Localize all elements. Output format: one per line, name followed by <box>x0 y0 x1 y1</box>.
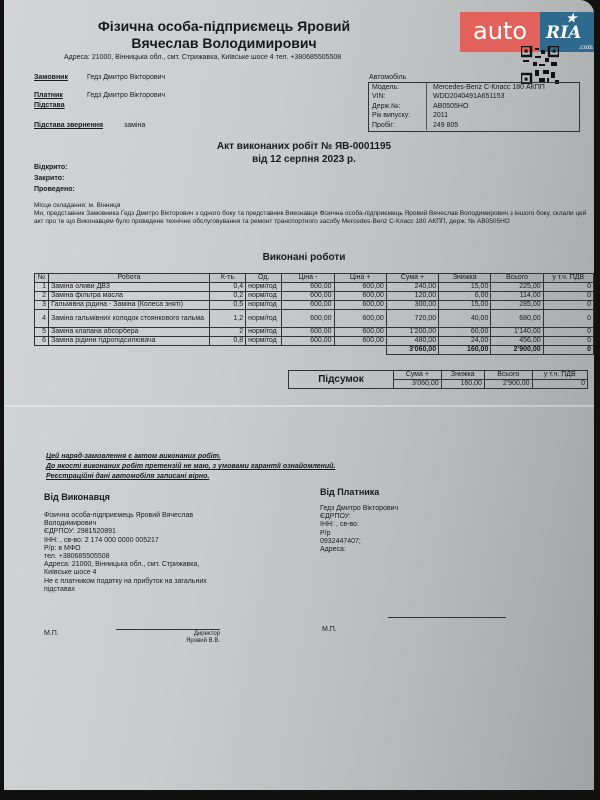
executor-sign-name: Яровий В.В. <box>186 638 220 644</box>
table-row: 3 Гальмівна рідина - Заміна (Колеса зняті) 0,5 норм/год 600,00 600,00 300,00 15,00 285,00 0 <box>35 301 594 310</box>
total-amount: 2'900,00 <box>491 346 543 355</box>
car-row-vin: VIN: WDD2040491A651153 <box>369 92 579 101</box>
works-title: Виконані роботи <box>262 252 346 263</box>
summary-discount: 160,00 <box>441 380 484 389</box>
car-row-year: Рік випуску: 2011 <box>369 111 579 120</box>
car-caption: Автомобіль <box>369 74 407 81</box>
logo-auto: auto <box>460 12 540 52</box>
table-row: 4 Заміна гальмівних колодок стоянкового гальма 1,2 норм/год 600,00 600,00 720,00 40,00 680,00 0 <box>35 310 594 328</box>
works-header-row: № Робота К-ть Од. Ціна - Ціна + Сума + Знижка Всього у т.ч. ПДВ <box>35 274 594 283</box>
payer-details: Гедз Дмитро Вікторович ЄДРПОУ: ІНН: , св-во: Р/р 0932447407; Адреса: <box>320 505 399 554</box>
star-icon: ★ <box>566 11 577 25</box>
logo-ria: ★ RIA .com <box>540 12 594 52</box>
conducted-label: Проведено: <box>34 186 75 193</box>
executor-heading: Від Виконавця <box>44 492 110 502</box>
car-row-plate: Держ.№: AB0505HO <box>369 102 579 111</box>
payer-signature-line <box>388 617 506 618</box>
payer-stamp: М.П. <box>322 626 337 633</box>
company-address: Адреса: 21000, Вінницька обл., смт. Стрижавка, Київське шосе 4 тел. +380685505508 <box>64 54 342 61</box>
executor-stamp: М.П. <box>44 630 59 637</box>
payer-heading: Від Платника <box>320 487 380 497</box>
summary-table: Підсумок Сума + Знижка Всього у т.ч. ПДВ 3'060,00 160,00 2'900,00 0 <box>288 370 588 389</box>
summary-sum: 3'060,00 <box>394 380 442 389</box>
executor-sign-role: Директор <box>193 631 220 637</box>
place-of-drafting: Місце складання: м. Вінниця <box>34 202 121 209</box>
customer-value: Гедз Дмитро Вікторович <box>87 74 166 81</box>
works-table <box>34 273 594 355</box>
totals-row <box>35 346 594 355</box>
table-row: 2 Заміна фільтра масла 0,2 норм/год 600,00 600,00 120,00 6,00 114,00 0 <box>35 292 594 301</box>
table-row: 1 Заміна оливи ДВЗ 0,4 норм/год 600,00 600,00 240,00 15,00 225,00 0 <box>35 283 594 292</box>
payer-value: Гедз Дмитро Вікторович <box>87 92 166 99</box>
table-row: 5 Заміна клапана абсорбера 2 норм/год 600,00 600,00 1'200,00 60,00 1'140,00 0 <box>35 328 594 337</box>
act-paragraph: Ми, представник Замовника Гедз Дмитро Вікторович з одного боку та представник Виконавця Фізична особа-підприємець Яровий Вячеслав Володимирович з іншого боку, склали цей акт про те що Виконавцем було проведене технічне обслуговування та ремонт транспортного засобу Mercedes-Benz C-Класс 180 АКПП, держ. № AB0505HO <box>34 210 587 225</box>
total-sum: 3'060,00 <box>386 346 438 355</box>
car-row-model: Модель: Mercedes-Benz C-Класс 180 АКПП <box>369 83 579 92</box>
car-row-mileage: Пробіг: 249 805 <box>369 121 579 130</box>
document-page <box>4 0 594 790</box>
company-name: Фізична особа-підприємець Яровий Вячеслав Володимирович <box>97 18 351 51</box>
total-vat: 0 <box>543 346 593 355</box>
basis-label: Підстава <box>34 102 65 109</box>
summary-vat: 0 <box>532 380 587 389</box>
customer-label: Замовник <box>34 74 68 81</box>
table-row: 6 Заміна рідини гідропідсилювача 0,8 норм/год 600,00 600,00 480,00 24,00 456,00 0 <box>35 337 594 346</box>
notice-block: Цей наряд-замовлення є актом виконаних робіт. До якості виконаних робіт претензій не маю, з умовами гарантії ознайомлений. Реєстраційні дані автомобіля записані вірно. <box>46 453 336 480</box>
opened-label: Відкрито: <box>34 164 68 171</box>
executor-details: Фізична особа-підприємець Яровий Вячеслав Володимирович ЄДРПОУ: 2981520891 ІНН: , св-во: 2 174 000 0000 005217 Р/р: в МФО тел. +380685505508 Адреса: 21000, Вінницька обл., смт. Стрижавка, Київське шосе 4 Не є платником податку на прибуток на загальних підставах <box>44 512 207 593</box>
reason-value: заміна <box>124 122 146 129</box>
act-date: від 12 серпня 2023 р. <box>252 154 356 165</box>
total-discount: 160,00 <box>439 346 491 355</box>
qr-code-icon <box>521 46 559 84</box>
closed-label: Закрито: <box>34 175 65 182</box>
summary-total: 2'900,00 <box>484 380 532 389</box>
act-title: Акт виконаних робіт № ЯВ-0001195 <box>216 141 392 152</box>
act-title-block <box>154 140 454 166</box>
paper-fold <box>4 405 594 407</box>
car-info-box <box>368 82 580 132</box>
executor-signature-line <box>116 629 220 630</box>
payer-label: Платник <box>34 92 63 99</box>
summary-label: Підсумок <box>289 371 394 389</box>
reason-label: Підстава звернення <box>34 122 104 129</box>
